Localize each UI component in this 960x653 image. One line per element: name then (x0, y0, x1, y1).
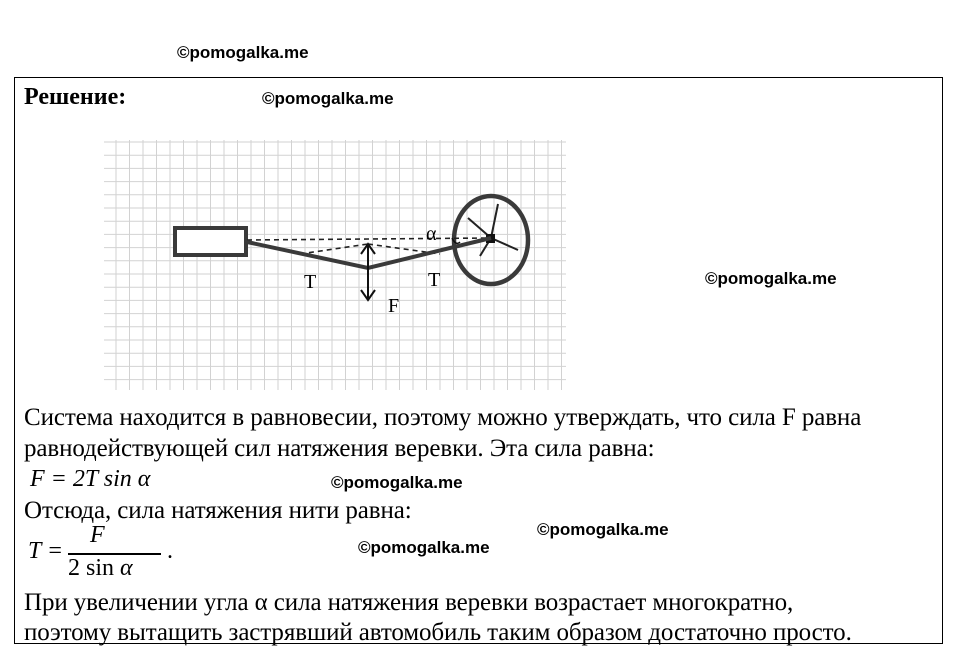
watermark-right: ©pomogalka.me (705, 269, 837, 288)
paragraph-line-2: равнодействующей сил натяжения веревки. Эта сила равна: (24, 435, 655, 462)
solution-heading: Решение: (24, 84, 127, 110)
force-diagram (100, 138, 570, 394)
label-t-left: T (304, 271, 317, 293)
watermark-middle: ©pomogalka.me (537, 520, 669, 539)
paragraph-line-3: Отсюда, сила натяжения нити равна: (24, 497, 412, 524)
formula-tension-denominator (68, 555, 133, 582)
denominator-variable: α (120, 555, 133, 581)
formula-tension (28, 522, 173, 584)
formula-tension-numerator: F (90, 522, 105, 548)
watermark-fraction: ©pomogalka.me (358, 538, 490, 557)
label-t-right: T (428, 269, 441, 291)
label-f: F (388, 295, 400, 317)
denominator-number: 2 sin (68, 555, 121, 581)
car-box (175, 228, 246, 255)
paragraph-line-4: При увеличении угла α сила натяжения веревки возрастает многократно, (24, 589, 794, 616)
label-alpha: α (426, 223, 437, 245)
grid-background (104, 140, 566, 390)
watermark-heading: ©pomogalka.me (262, 89, 394, 108)
paragraph-line-1: Система находится в равновесии, поэтому можно утверждать, что сила F равна (24, 404, 862, 431)
formula-tension-lhs: T = (28, 538, 64, 564)
paragraph-line-5: поэтому вытащить застрявший автомобиль таким образом достаточно просто. (24, 619, 852, 646)
formula-force: F = 2T sin α (30, 466, 151, 492)
tree-branches (468, 204, 518, 256)
watermark-formula: ©pomogalka.me (331, 473, 463, 492)
watermark-top: ©pomogalka.me (177, 43, 309, 62)
dashed-t-left (300, 244, 368, 254)
formula-tension-tail: . (167, 538, 173, 564)
